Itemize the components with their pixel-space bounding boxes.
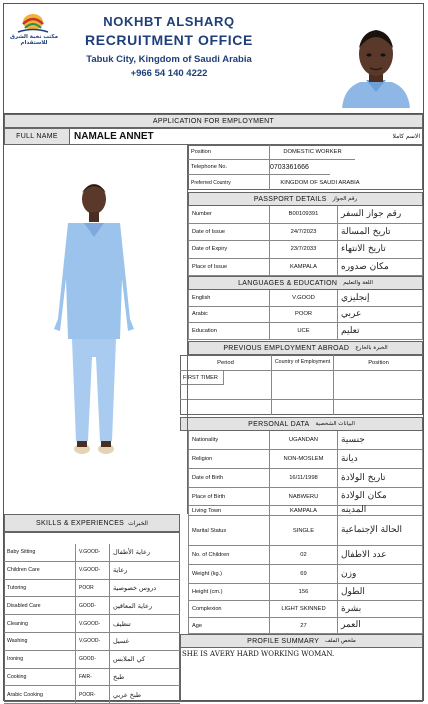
skill-row-ar: رعاية المعاقين bbox=[110, 597, 180, 615]
language-row-ar: عربي bbox=[338, 307, 423, 324]
personal-row-label: Religion bbox=[188, 450, 270, 469]
skill-row-ar: طبخ عربي bbox=[110, 686, 180, 704]
personal-row-label: Nationality bbox=[188, 431, 270, 450]
logo-text: مكتب نخبة الشرق للاستقدام bbox=[10, 34, 58, 46]
skill-row-label: Tutoring bbox=[4, 580, 76, 598]
prev-employment-title-en: PREVIOUS EMPLOYMENT ABROAD bbox=[223, 344, 350, 352]
header bbox=[4, 4, 423, 114]
skill-row-value: V.GOOD- bbox=[76, 562, 110, 580]
personal-row-value: NON-MOSLEM bbox=[270, 450, 338, 469]
personal-row-ar: ديانة bbox=[338, 450, 423, 469]
skills-title-en: SKILLS & EXPERIENCES bbox=[36, 519, 125, 527]
personal-row-value: 02 bbox=[270, 546, 338, 565]
skill-row-ar: رعاية bbox=[110, 562, 180, 580]
personal-title-en: PERSONAL DATA bbox=[248, 420, 310, 428]
language-row-label: Arabic bbox=[188, 307, 270, 324]
personal-row-label: Marital Status bbox=[188, 516, 270, 546]
language-row-label: English bbox=[188, 290, 270, 307]
skill-row-ar: طبخ bbox=[110, 669, 180, 687]
personal-row-ar: عدد الاطفال bbox=[338, 546, 423, 565]
company-subtitle: RECRUITMENT OFFICE bbox=[85, 32, 253, 48]
personal-row-value: KAMPALA bbox=[270, 506, 338, 516]
passport-row-value: 23/7/2033 bbox=[270, 241, 338, 259]
skill-row-label: Cooking bbox=[4, 669, 76, 687]
skill-row-label: Children Care bbox=[4, 562, 76, 580]
col-period: Period bbox=[180, 355, 272, 371]
full-name-label: FULL NAME bbox=[4, 128, 70, 145]
personal-row-ar: جنسية bbox=[338, 431, 423, 450]
passport-row-label: Date of Issue bbox=[188, 224, 270, 242]
personal-row-ar: مكان الولادة bbox=[338, 488, 423, 506]
personal-title-ar: البيانات الشخصية bbox=[315, 421, 355, 427]
headshot-photo bbox=[338, 18, 414, 108]
personal-row-value: LIGHT SKINNED bbox=[270, 601, 338, 618]
personal-row-value: 156 bbox=[270, 584, 338, 601]
col-country: Country of Employment bbox=[272, 355, 334, 371]
company-phone: +966 54 140 4222 bbox=[130, 68, 208, 79]
personal-row-ar: تاريخ الولادة bbox=[338, 469, 423, 488]
skill-row-value: V.GOOD- bbox=[76, 633, 110, 651]
prev-employment-empty-rows bbox=[180, 385, 423, 415]
telephone-label: Telephone No. bbox=[188, 160, 270, 175]
first-timer: FIRST TIMER bbox=[180, 371, 224, 385]
passport-title-en: PASSPORT DETAILS bbox=[253, 195, 327, 203]
passport-row-value: B00109391 bbox=[270, 206, 338, 224]
prev-employment-title-ar: الخبرة بالخارج bbox=[355, 345, 388, 351]
passport-row-ar: تاريخ الانتهاء bbox=[338, 241, 423, 259]
full-name-value: NAMALE ANNET bbox=[74, 131, 154, 142]
skills-title-ar: الخبرات bbox=[128, 519, 148, 527]
skill-row-label: Washing bbox=[4, 633, 76, 651]
personal-row-ar: بشرة bbox=[338, 601, 423, 618]
personal-row-ar: المدينه bbox=[338, 506, 423, 516]
passport-row-label: Date of Expiry bbox=[188, 241, 270, 259]
position-label: Position bbox=[188, 145, 270, 160]
skill-row-ar: كي الملابس bbox=[110, 651, 180, 669]
skill-row-ar: دروس خصوصية bbox=[110, 580, 180, 598]
passport-row-ar: رقم جواز السفر bbox=[338, 206, 423, 224]
application-title: APPLICATION FOR EMPLOYMENT bbox=[4, 114, 423, 128]
skill-row-value: GOOD- bbox=[76, 597, 110, 615]
skill-row-value: V.GOOD- bbox=[76, 615, 110, 633]
skill-row-label: Ironing bbox=[4, 651, 76, 669]
passport-title bbox=[188, 192, 423, 206]
personal-row-label: Height (cm.) bbox=[188, 584, 270, 601]
company-name: NOKHBT ALSHARQ bbox=[103, 14, 235, 29]
skill-row-value: POOR- bbox=[76, 686, 110, 704]
skill-row-value: GOOD- bbox=[76, 651, 110, 669]
personal-row-label: Age bbox=[188, 618, 270, 634]
preferred-country-label: Preferred Country bbox=[188, 175, 270, 190]
profile-box bbox=[180, 648, 423, 702]
personal-row-value: 27 bbox=[270, 618, 338, 634]
skill-row-ar: تنظيف bbox=[110, 615, 180, 633]
preferred-country-value: KINGDOM OF SAUDI ARABIA bbox=[280, 179, 360, 186]
skill-row-value: POOR bbox=[76, 580, 110, 598]
skill-row-ar: رعاية الأطفال bbox=[110, 544, 180, 562]
passport-row-ar: تاريخ المسالة bbox=[338, 224, 423, 242]
personal-title bbox=[180, 417, 423, 431]
personal-row-label: Weight (kg.) bbox=[188, 565, 270, 584]
skill-row-label: Baby Sitting bbox=[4, 544, 76, 562]
language-row-value: V.GOOD bbox=[270, 290, 338, 307]
language-row-ar: تعليم bbox=[338, 323, 423, 340]
languages-title-ar: اللغة والتعليم bbox=[343, 280, 373, 286]
languages-title bbox=[188, 276, 423, 290]
personal-row-label: Complexion bbox=[188, 601, 270, 618]
skill-row-ar: غسيل bbox=[110, 633, 180, 651]
skills-title bbox=[4, 514, 180, 532]
skill-row-value: FAIR- bbox=[76, 669, 110, 687]
personal-row-ar: العمر bbox=[338, 618, 423, 634]
personal-row-ar: الطول bbox=[338, 584, 423, 601]
profile-summary-text: SHE IS AVERY HARD WORKING WOMAN. bbox=[182, 650, 335, 658]
personal-row-value: UGANDAN bbox=[270, 431, 338, 450]
skill-row-value: V.GOOD- bbox=[76, 544, 110, 562]
personal-row-label: Date of Birth bbox=[188, 469, 270, 488]
passport-row-value: KAMPALA bbox=[270, 259, 338, 277]
passport-row-value: 24/7/2023 bbox=[270, 224, 338, 242]
profile-title-en: PROFILE SUMMARY bbox=[247, 637, 320, 645]
passport-title-ar: رقم الجواز bbox=[332, 196, 358, 202]
personal-row-value: 16/11/1998 bbox=[270, 469, 338, 488]
passport-row-label: Place of Issue bbox=[188, 259, 270, 277]
col-position: Position bbox=[334, 355, 423, 371]
skill-row-label: Disabled Care bbox=[4, 597, 76, 615]
full-name-ar: الاسم كاملا bbox=[392, 133, 420, 140]
company-logo bbox=[10, 10, 56, 50]
language-row-value: POOR bbox=[270, 307, 338, 324]
passport-row-label: Number bbox=[188, 206, 270, 224]
personal-row-ar: الحالة الإجتماعية bbox=[338, 516, 423, 546]
language-row-label: Education bbox=[188, 323, 270, 340]
profile-title bbox=[180, 634, 423, 648]
personal-row-label: Living Town bbox=[188, 506, 270, 516]
languages-title-en: LANGUAGES & EDUCATION bbox=[238, 279, 338, 287]
personal-row-value: 69 bbox=[270, 565, 338, 584]
passport-row-ar: مكان صدوره bbox=[338, 259, 423, 277]
prev-employment-title bbox=[188, 341, 423, 355]
company-address: Tabuk City, Kingdom of Saudi Arabia bbox=[86, 54, 252, 65]
personal-row-value: SINGLE bbox=[270, 516, 338, 546]
personal-row-label: Place of Birth bbox=[188, 488, 270, 506]
skill-row-label: Cleaning bbox=[4, 615, 76, 633]
skill-row-label: Arabic Cooking bbox=[4, 686, 76, 704]
language-row-value: UCE bbox=[270, 323, 338, 340]
telephone-value: 0703361666 bbox=[270, 160, 330, 175]
personal-row-label: No. of Children bbox=[188, 546, 270, 565]
language-row-ar: إنجليزي bbox=[338, 290, 423, 307]
left-photo-frame bbox=[4, 145, 188, 514]
position-value: DOMESTIC WORKER bbox=[270, 145, 355, 160]
profile-title-ar: ملخص الملف bbox=[325, 638, 356, 644]
personal-row-value: NABWERU bbox=[270, 488, 338, 506]
personal-row-ar: وزن bbox=[338, 565, 423, 584]
application-form bbox=[3, 3, 424, 701]
